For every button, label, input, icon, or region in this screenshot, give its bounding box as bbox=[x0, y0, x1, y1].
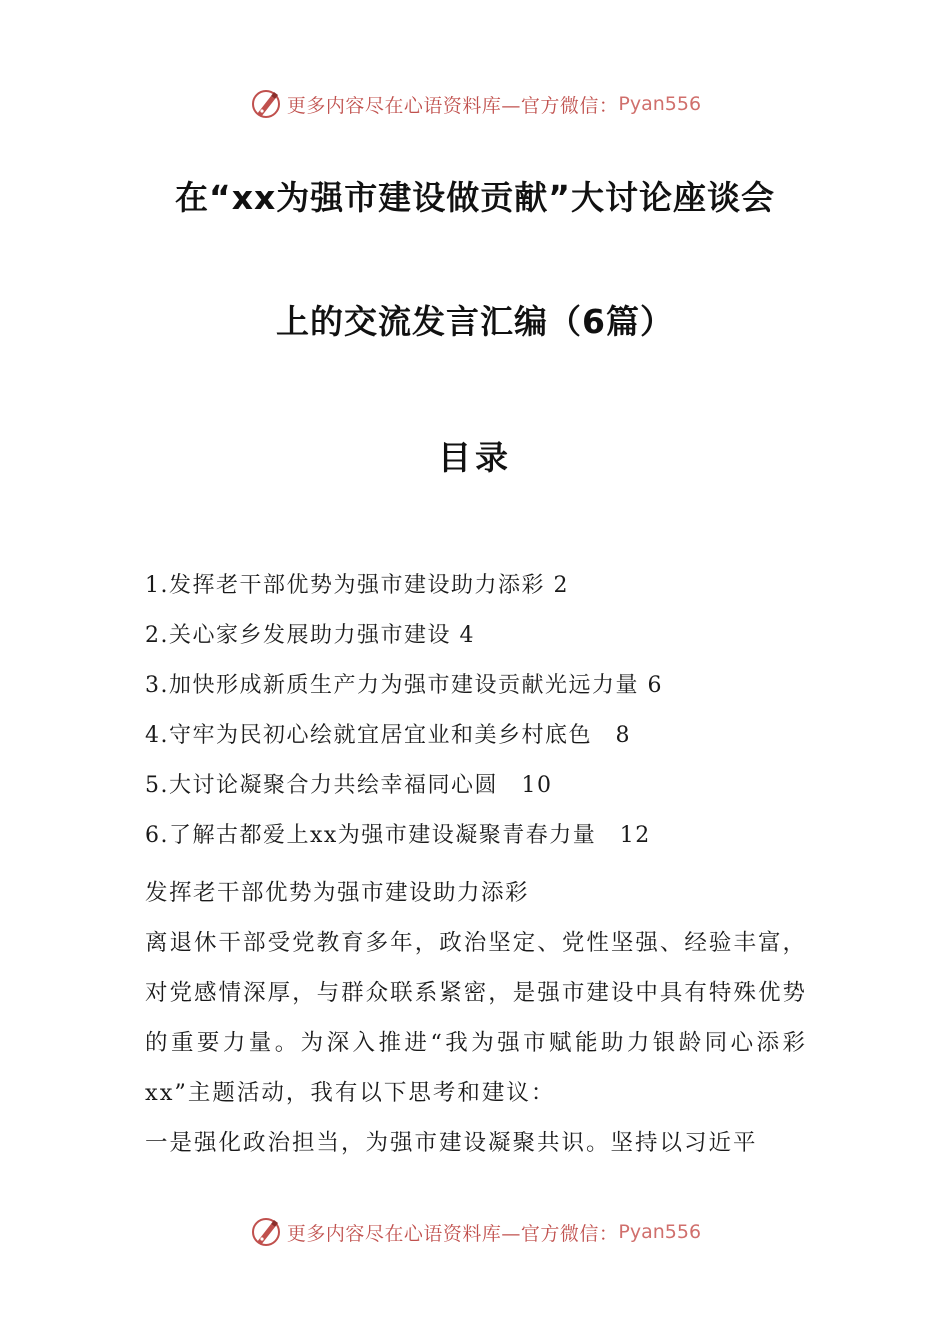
document-title-line-1: 在“xx为强市建设做贡献”大讨论座谈会 bbox=[175, 178, 775, 217]
toc-heading: 目录 bbox=[438, 438, 512, 477]
document-title-line-2: 上的交流发言汇编（6篇） bbox=[276, 302, 674, 341]
toc-item-2[interactable]: 2.关心家乡发展助力强市建设 4 bbox=[145, 623, 475, 648]
watermark-text: 更多内容尽在心语资料库—官方微信： bbox=[286, 1222, 619, 1245]
body-paragraph-2: 一是强化政治担当，为强市建设凝聚共识。坚持以习近平 bbox=[145, 1130, 758, 1156]
watermark-text: 更多内容尽在心语资料库—官方微信： bbox=[286, 94, 619, 117]
toc-item-4[interactable]: 4.守牢为民初心绘就宜居宜业和美乡村底色 8 bbox=[145, 723, 631, 748]
watermark-banner-top bbox=[0, 84, 950, 124]
toc-item-1[interactable]: 1.发挥老干部优势为强市建设助力添彩 2 bbox=[145, 573, 569, 598]
table-of-contents bbox=[145, 568, 805, 868]
body-paragraph-1: 离退休干部受党教育多年，政治坚定、党性坚强、经验丰富，对党感情深厚，与群众联系紧密，是强市建设中具有特殊优势的重要力量。为深入推进“我为强市赋能助力银龄同心添彩xx”主题活动，我有以下思考和建议： bbox=[145, 930, 807, 1106]
watermark-wechat-id: Pyan556 bbox=[618, 1221, 702, 1243]
toc-item-6[interactable]: 6.了解古都爱上xx为强市建设凝聚青春力量 12 bbox=[145, 823, 651, 848]
section-title: 发挥老干部优势为强市建设助力添彩 bbox=[145, 880, 530, 906]
toc-item-5[interactable]: 5.大讨论凝聚合力共绘幸福同心圆 10 bbox=[145, 773, 553, 798]
watermark-wechat-id: Pyan556 bbox=[618, 93, 702, 115]
watermark-banner-bottom bbox=[0, 1212, 950, 1252]
pen-nib-logo-icon bbox=[249, 87, 283, 121]
pen-nib-logo-icon bbox=[249, 1215, 283, 1249]
toc-item-3[interactable]: 3.加快形成新质生产力为强市建设贡献光远力量 6 bbox=[145, 673, 663, 698]
document-body bbox=[145, 868, 807, 1168]
